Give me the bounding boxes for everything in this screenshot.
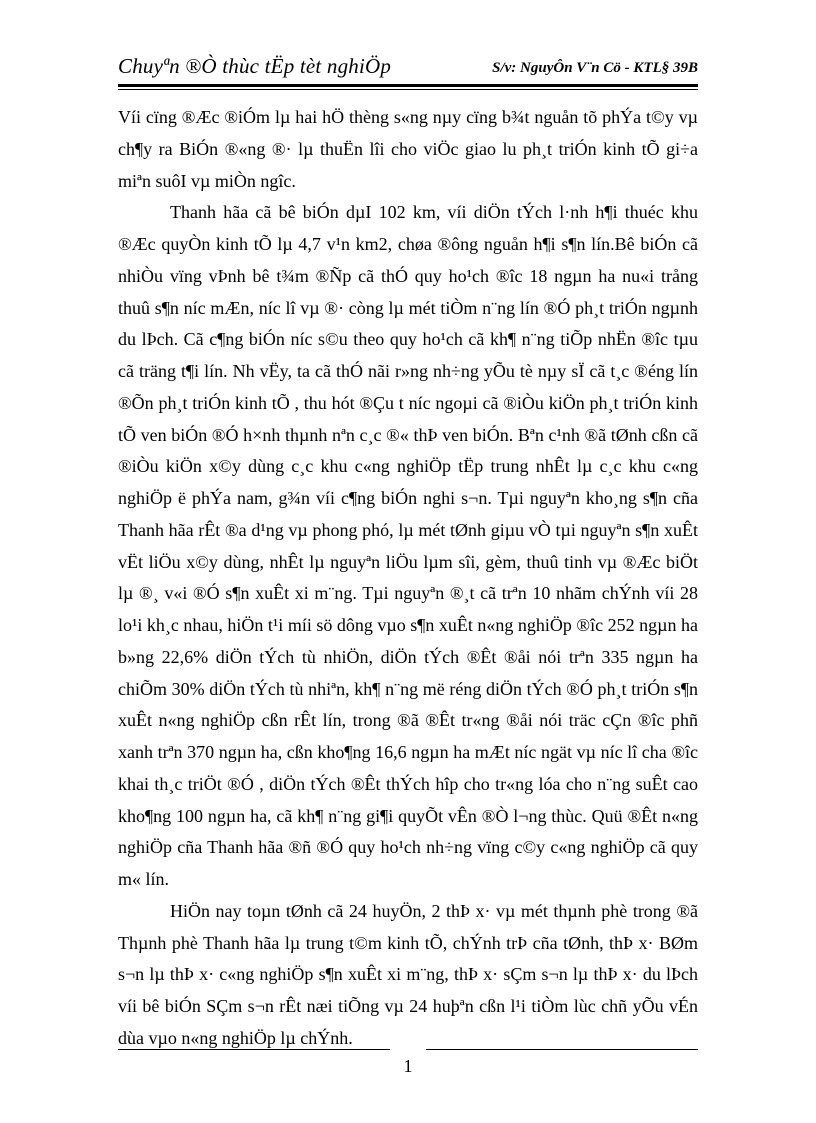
paragraph-1: Víi cïng ®Æc ®iÓm lµ hai hÖ thèng s«ng nµy cïng b¾t nguån tõ phÝa t©y vµ ch¶y ra BiÓn ®«ng ®· lµ thuËn lîi cho viÖc giao lu ph¸t triÓn kinh tÕ gi÷a miªn suôI vµ miÒn ngîc. — [118, 107, 698, 191]
page-number: 1 — [403, 1056, 413, 1076]
header-rule-thick — [118, 84, 698, 87]
header-rule-thin — [118, 89, 698, 90]
header-title: Chuyªn ®Ò thùc tËp tèt nghiÖp — [118, 54, 392, 78]
header-author: S/v: NguyÔn V¨n Cö - KTL§ 39B — [492, 60, 698, 76]
paragraph-3: HiÖn nay toµn tØnh cã 24 huyÖn, 2 thÞ x· vµ mét thµnh phè trong ®ã Thµnh phè Thanh hãa lµ trung t©m kinh tÕ, chÝnh trÞ cña tØnh, thÞ x· BØm s¬n lµ thÞ x· c«ng nghiÖp s¶n xuÊt xi m¨ng, thÞ x· sÇm s¬n lµ thÞ x· du lÞch víi bê biÓn SÇm s¬n rÊt næi tiÕng vµ 24 huþªn cßn l¹i tiÒm lùc chñ yÕu vÉn dùa vµo n«ng nghiÖp lµ chÝnh. — [118, 900, 698, 1048]
footer-rule-right — [426, 1049, 698, 1050]
paragraph-2: Thanh hãa cã bê biÓn dµI 102 km, víi diÖn tÝch l·nh h¶i thuéc khu ®Æc quyÒn kinh tÕ lµ 4,7 v¹n km2, chøa ®ông nguån h¶i s¶n lín.Bê biÓn cã nhiÒu vïng vÞnh bê t¾m ®Ñp cã thÓ quy ho¹ch ®îc 18 ngµn ha nu«i trång thuû s¶n níc mÆn, níc lî vµ ®· còng lµ mét tiÒm n¨ng lín ®Ó ph¸t triÓn ngµnh du lÞch. Cã c¶ng biÓn níc s©u theo quy ho¹ch cã kh¶ n¨ng tiÕp nhËn ®îc tµu cã träng t¶i lín. Nh vËy, ta cã thÓ nãi r»ng nh÷ng yÕu tè nµy sÏ cã t¸c ®éng lín ®Õn ph¸t triÓn kinh tÕ , thu hót ®Çu t níc ngoµi cã ®iÒu kiÖn ph¸t triÓn kinh tÕ ven biÓn ®Ó h×nh thµnh nªn c¸c ®« thÞ ven biÓn. Bªn c¹nh ®ã tØnh cßn cã ®iÒu kiÖn x©y dùng c¸c khu c«ng nghiÖp tËp trung nhÊt lµ c¸c khu c«ng nghiÖp ë phÝa nam, g¾n víi c¶ng biÓn nghi s¬n. Tµi nguyªn kho¸ng s¶n cña Thanh hãa rÊt ®a d¹ng vµ phong phó, lµ mét tØnh giµu vÒ tµi nguyªn s¶n xuÊt vËt liÖu x©y dùng, nhÊt lµ nguyªn liÖu lµm sîi, gèm, thuû tinh vµ ®Æc biÖt lµ ®¸ v«i ®Ó s¶n xuÊt xi m¨ng. Tµi nguyªn ®¸t cã trªn 10 nhãm chÝnh víi 28 lo¹i kh¸c nhau, hiÖn t¹i míi sö dông vµo s¶n xuÊt n«ng nghiÖp ®îc 252 ngµn ha b»ng 22,6% diÖn tÝch tù nhiÖn, diÖn tÝch ®Êt ®åi nói trªn 335 ngµn ha chiÕm 30% diÖn tÝch tù nhiªn, kh¶ n¨ng më réng diÖn tÝch ®Ó ph¸t triÓn s¶n xuÊt n«ng nghiÖp cßn rÊt lín, trong ®ã ®Êt tr«ng ®åi nói träc cÇn ®îc phñ xanh trªn 370 ngµn ha, cßn kho¶ng 16,6 ngµn ha mÆt níc ngät vµ níc lî cha ®îc khai th¸c triÖt ®Ó , diÖn tÝch ®Êt thÝch hîp cho tr«ng lóa cho n¨ng suÊt cao kho¶ng 100 ngµn ha, cã kh¶ n¨ng gi¶i quyÕt vÊn ®Ò l¬ng thùc. Quü ®Êt n«ng nghiÖp cña Thanh hãa ®ñ ®Ó quy ho¹ch nh÷ng vïng c©y c«ng nghiÖp cã quy m« lín. — [118, 202, 698, 889]
page-header — [118, 52, 698, 84]
body-text — [118, 102, 698, 1055]
footer-rule-left — [118, 1049, 390, 1050]
